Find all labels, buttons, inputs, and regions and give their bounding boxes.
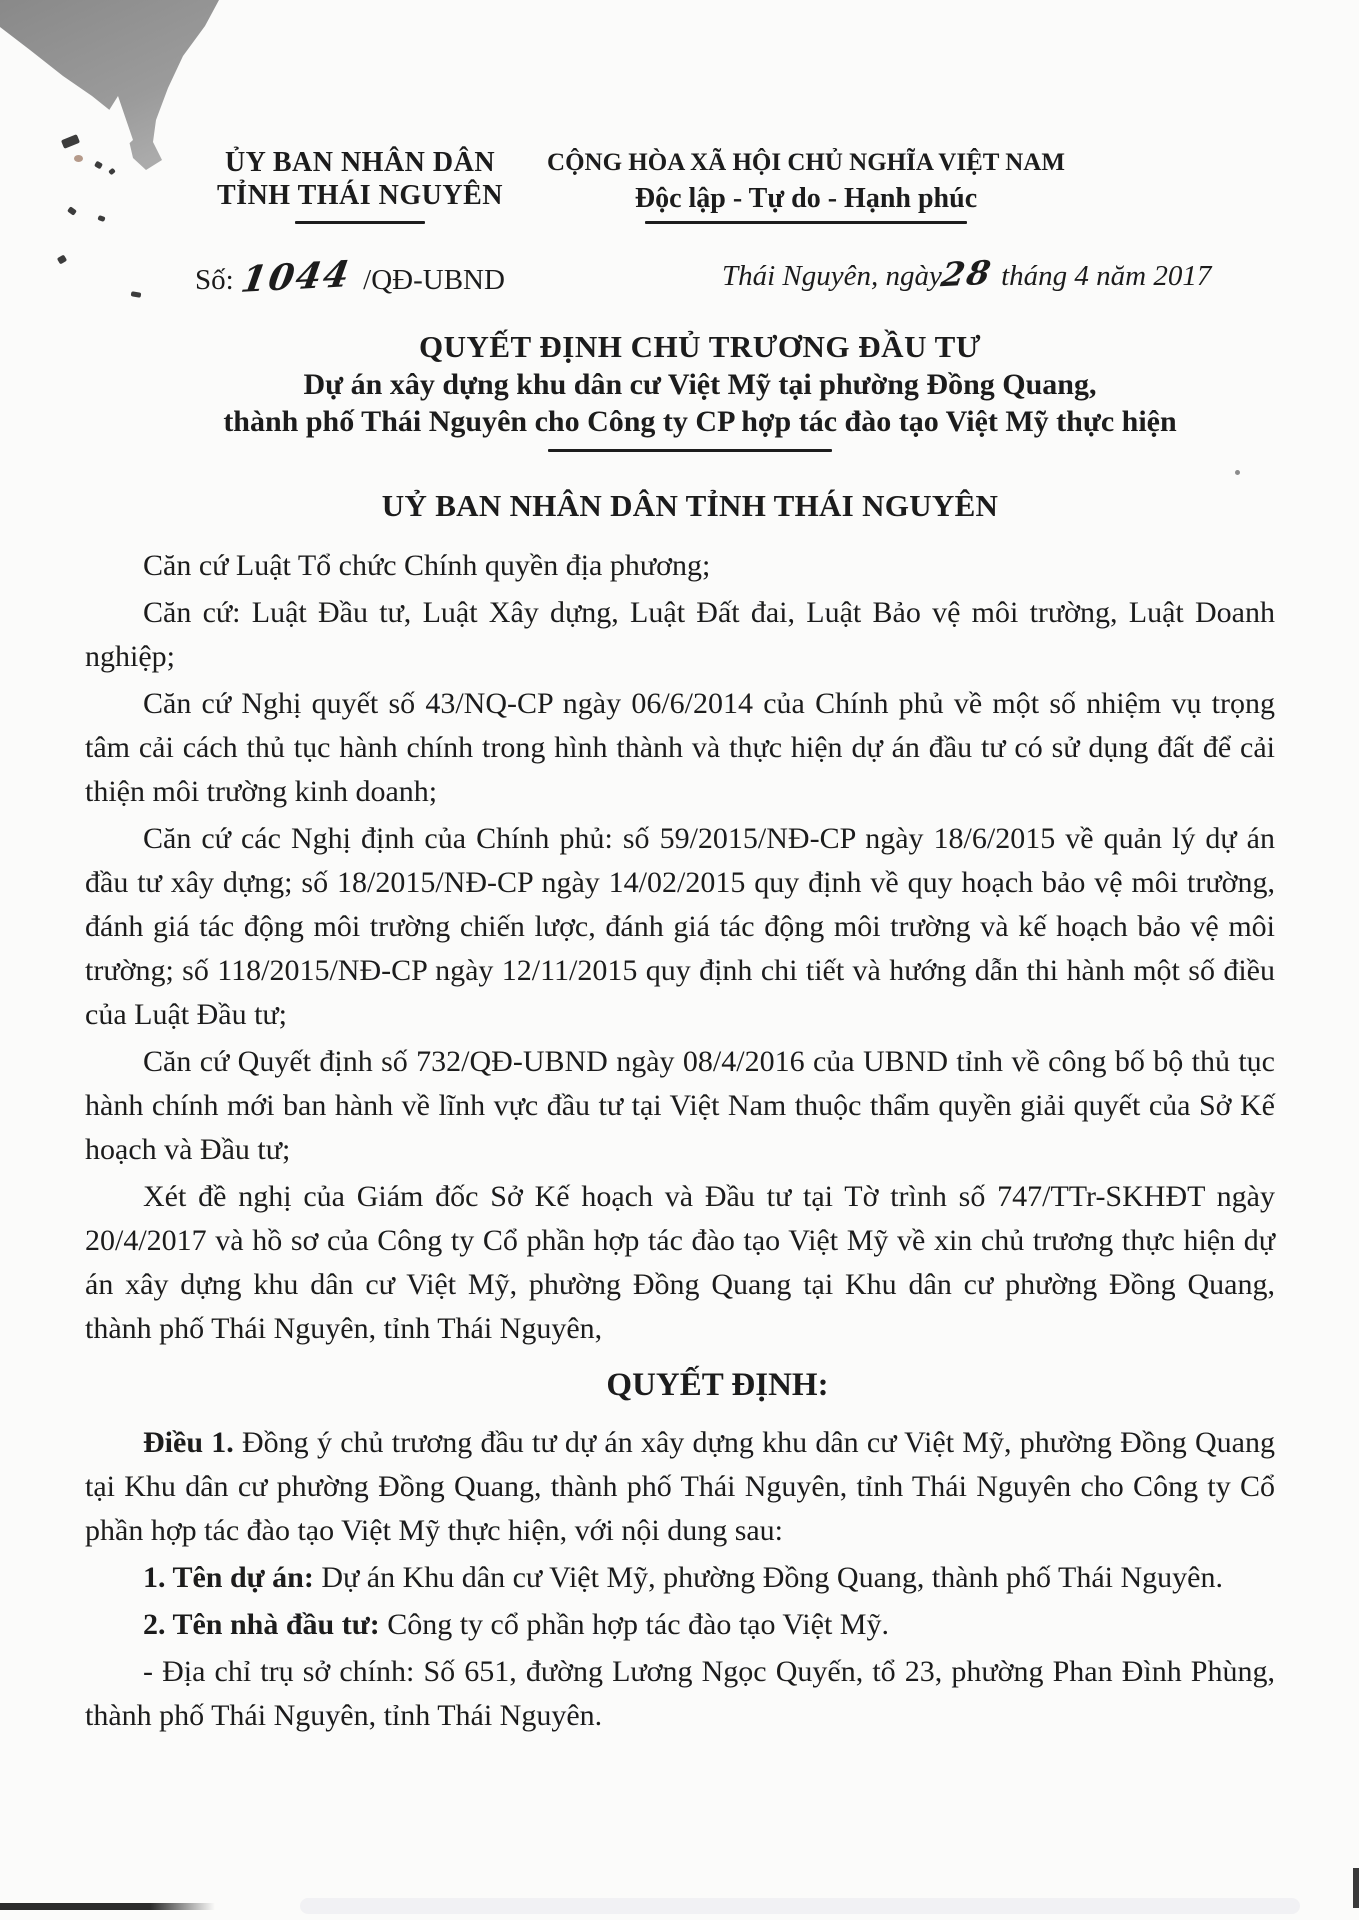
document-number-handwritten: 1044 xyxy=(237,253,354,301)
recital-paragraph-4: Căn cứ các Nghị định của Chính phủ: số 59/2015/NĐ-CP ngày 18/6/2015 về quản lý dự án đầu tư xây dựng; số 18/2015/NĐ-CP ngày 14/02/2015 quy định về quy hoạch bảo vệ môi trường, đánh giá tác động môi trường chiến lược, đánh giá tác động môi trường và kế hoạch bảo vệ môi trường; số 118/2015/NĐ-CP ngày 12/11/2015 quy định chi tiết và hướng dẫn thi hành một số điều của Luật Đầu tư; xyxy=(85,822,1275,1031)
article-1-paragraph xyxy=(85,1421,1275,1553)
project-name-paragraph xyxy=(85,1556,1275,1600)
article-1-text: Đồng ý chủ trương đầu tư dự án xây dựng khu dân cư Việt Mỹ, phường Đồng Quang tại Khu dân cư phường Đồng Quang, thành phố Thái Nguyên, tỉnh Thái Nguyên cho Công ty Cổ phần hợp tác đào tạo Việt Mỹ thực hiện, với nội dung sau: xyxy=(85,1426,1276,1547)
authority-heading: UỶ BAN NHÂN DÂN TỈNH THÁI NGUYÊN xyxy=(381,488,999,523)
project-name-text: Dự án Khu dân cư Việt Mỹ, phường Đồng Quang, thành phố Thái Nguyên. xyxy=(313,1561,1223,1594)
scan-bottom-shade xyxy=(300,1898,1300,1914)
document-content xyxy=(85,146,1275,1741)
recital-paragraph-6: Xét đề nghị của Giám đốc Sở Kế hoạch và Đầu tư tại Tờ trình số 747/TTr-SKHĐT ngày 20/4/2017 và hồ sơ của Công ty Cổ phần hợp tác đào tạo Việt Mỹ về xin chủ trương thực hiện dự án xây dựng khu dân cư Việt Mỹ, phường Đồng Quang tại Khu dân cư phường Đồng Quang, thành phố Thái Nguyên, tỉnh Thái Nguyên, xyxy=(85,1180,1275,1345)
date-prefix: Thái Nguyên, ngày xyxy=(722,260,942,292)
investor-name-paragraph xyxy=(85,1603,1275,1647)
project-name-label: 1. Tên dự án: xyxy=(143,1561,314,1594)
scan-bottom-edge xyxy=(0,1903,215,1910)
issuer-name-line1: ỦY BAN NHÂN DÂN xyxy=(224,147,496,178)
decision-title-block xyxy=(85,328,1275,452)
issuer-block xyxy=(180,146,540,301)
scan-right-edge-mark xyxy=(1353,1868,1359,1908)
national-motto-line1: CỘNG HÒA XÃ HỘI CHỦ NGHĨA VIỆT NAM xyxy=(547,149,1065,176)
decision-heading: QUYẾT ĐỊNH: xyxy=(606,1367,829,1403)
scan-speck xyxy=(74,155,83,162)
date-suffix: tháng 4 năm 2017 xyxy=(1001,260,1212,292)
decision-title: QUYẾT ĐỊNH CHỦ TRƯƠNG ĐẦU TƯ xyxy=(418,329,981,364)
document-number-prefix: Số: xyxy=(195,264,234,296)
investor-name-label: 2. Tên nhà đầu tư: xyxy=(143,1608,380,1641)
decision-subtitle-line2: thành phố Thái Nguyên cho Công ty CP hợp tác đào tạo Việt Mỹ thực hiện xyxy=(223,405,1177,438)
recital-paragraph-3: Căn cứ Nghị quyết số 43/NQ-CP ngày 06/6/2014 của Chính phủ về một số nhiệm vụ trọng tâm cải cách thủ tục hành chính trong hình thành và thực hiện dự án đầu tư có sử dụng đất để cải thiện môi trường kinh doanh; xyxy=(85,687,1275,808)
issuer-underline xyxy=(295,221,425,224)
national-motto-line2: Độc lập - Tự do - Hạnh phúc xyxy=(634,183,978,214)
recital-paragraph-1: Căn cứ Luật Tổ chức Chính quyền địa phương; xyxy=(143,549,711,582)
decision-subtitle-line1: Dự án xây dựng khu dân cư Việt Mỹ tại phường Đồng Quang, xyxy=(303,368,1097,401)
scan-speck xyxy=(61,134,80,149)
national-motto-block xyxy=(540,146,1212,295)
scan-speck xyxy=(67,206,77,216)
recital-paragraph-5: Căn cứ Quyết định số 732/QĐ-UBND ngày 08/4/2016 của UBND tỉnh về công bố bộ thủ tục hành chính mới ban hành về lĩnh vực đầu tư tại Việt Nam thuộc thẩm quyền giải quyết của Sở Kế hoạch và Đầu tư; xyxy=(85,1045,1275,1166)
investor-address-paragraph: - Địa chỉ trụ sở chính: Số 651, đường Lương Ngọc Quyến, tổ 23, phường Phan Đình Phùng, thành phố Thái Nguyên, tỉnh Thái Nguyên. xyxy=(85,1655,1275,1732)
document-header xyxy=(85,146,1275,301)
motto-underline xyxy=(645,221,967,224)
date-line xyxy=(722,252,1212,295)
article-1-label: Điều 1. xyxy=(143,1426,234,1459)
document-number-suffix: /QĐ-UBND xyxy=(363,264,505,296)
document-number xyxy=(160,253,540,301)
document-body xyxy=(85,544,1275,1738)
date-day-handwritten: 28 xyxy=(938,252,996,295)
investor-name-text: Công ty cổ phần hợp tác đào tạo Việt Mỹ. xyxy=(379,1608,889,1641)
issuer-name-line2: TỈNH THÁI NGUYÊN xyxy=(217,180,503,211)
scan-speck xyxy=(57,254,67,264)
title-underline xyxy=(548,449,832,452)
recital-paragraph-2: Căn cứ: Luật Đầu tư, Luật Xây dựng, Luật Đất đai, Luật Bảo vệ môi trường, Luật Doanh nghiệp; xyxy=(85,596,1275,673)
